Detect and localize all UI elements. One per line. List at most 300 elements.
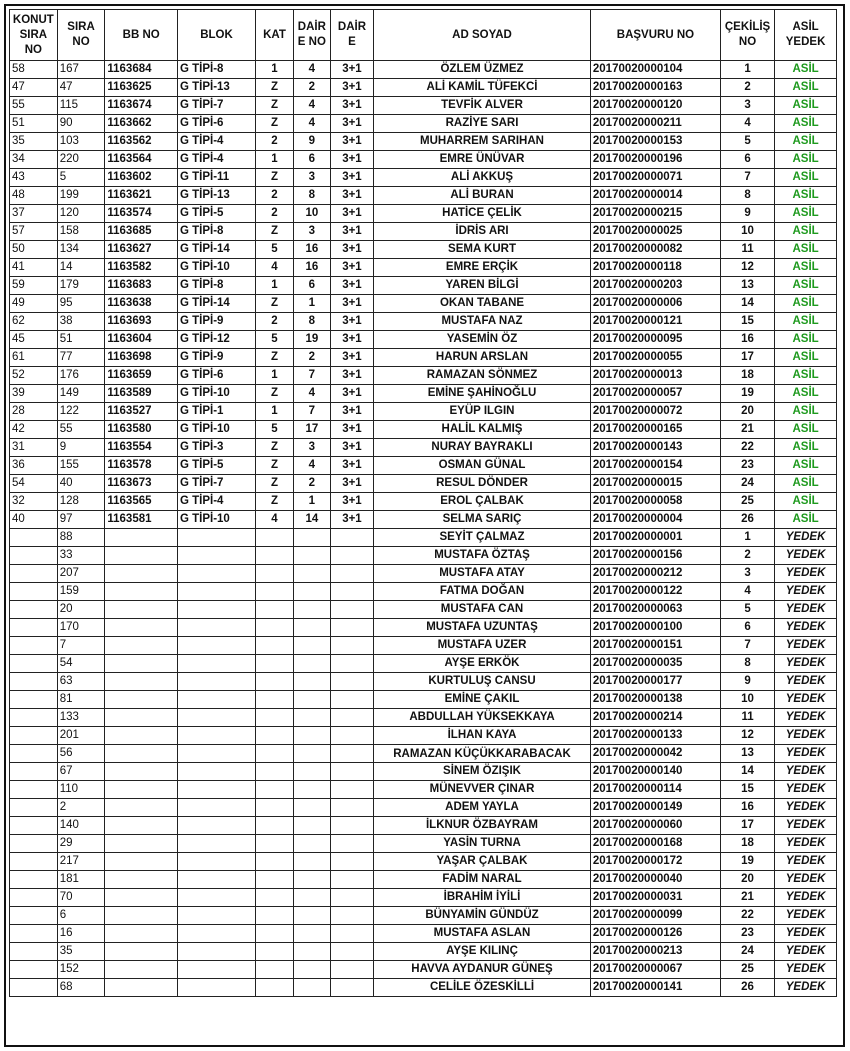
cell-daire-no: 14 xyxy=(293,511,330,529)
cell-asil-yedek: ASİL xyxy=(775,133,837,151)
cell-basvuru-no: 20170020000133 xyxy=(590,727,720,745)
cell-ad-soyad: EYÜP ILGIN xyxy=(374,403,591,421)
cell-bb-no: 1163673 xyxy=(105,475,178,493)
cell-ad-soyad: EMRE ERÇİK xyxy=(374,259,591,277)
cell-cekilis-no: 14 xyxy=(720,295,774,313)
cell-daire-no xyxy=(293,961,330,979)
cell-asil-yedek: YEDEK xyxy=(775,601,837,619)
cell-bb-no: 1163698 xyxy=(105,349,178,367)
cell-cekilis-no: 22 xyxy=(720,439,774,457)
cell-blok xyxy=(177,529,255,547)
table-row xyxy=(10,277,837,295)
cell-daire-tipi: 3+1 xyxy=(330,151,373,169)
cell-daire-tipi: 3+1 xyxy=(330,421,373,439)
cell-kat: 1 xyxy=(256,151,294,169)
cell-konut-sira-no: 43 xyxy=(10,169,58,187)
cell-cekilis-no: 7 xyxy=(720,169,774,187)
cell-daire-tipi xyxy=(330,655,373,673)
table-row xyxy=(10,655,837,673)
table-row xyxy=(10,61,837,79)
table-row xyxy=(10,889,837,907)
cell-bb-no: 1163627 xyxy=(105,241,178,259)
cell-sira-no: 158 xyxy=(57,223,105,241)
cell-ad-soyad: ALİ BURAN xyxy=(374,187,591,205)
cell-cekilis-no: 23 xyxy=(720,457,774,475)
table-row xyxy=(10,367,837,385)
cell-basvuru-no: 20170020000143 xyxy=(590,439,720,457)
cell-kat xyxy=(256,763,294,781)
cell-ad-soyad: TEVFİK ALVER xyxy=(374,97,591,115)
cell-daire-tipi: 3+1 xyxy=(330,475,373,493)
cell-basvuru-no: 20170020000057 xyxy=(590,385,720,403)
cell-bb-no xyxy=(105,637,178,655)
cell-basvuru-no: 20170020000212 xyxy=(590,565,720,583)
cell-blok xyxy=(177,547,255,565)
cell-blok: G TİPİ-5 xyxy=(177,457,255,475)
cell-ad-soyad: RAMAZAN KÜÇÜKKARABACAK xyxy=(374,745,591,763)
cell-konut-sira-no: 36 xyxy=(10,457,58,475)
cell-ad-soyad: ALİ KAMİL TÜFEKCİ xyxy=(374,79,591,97)
cell-daire-no: 8 xyxy=(293,313,330,331)
cell-ad-soyad: BÜNYAMİN GÜNDÜZ xyxy=(374,907,591,925)
cell-konut-sira-no: 52 xyxy=(10,367,58,385)
cell-konut-sira-no: 41 xyxy=(10,259,58,277)
cell-asil-yedek: YEDEK xyxy=(775,763,837,781)
cell-cekilis-no: 22 xyxy=(720,907,774,925)
cell-konut-sira-no xyxy=(10,655,58,673)
cell-ad-soyad: MÜNEVVER ÇINAR xyxy=(374,781,591,799)
cell-ad-soyad: SİNEM ÖZIŞIK xyxy=(374,763,591,781)
cell-cekilis-no: 19 xyxy=(720,853,774,871)
cell-konut-sira-no: 62 xyxy=(10,313,58,331)
cell-daire-tipi xyxy=(330,547,373,565)
cell-kat: Z xyxy=(256,349,294,367)
cell-cekilis-no: 13 xyxy=(720,745,774,763)
cell-cekilis-no: 15 xyxy=(720,781,774,799)
cell-sira-no: 207 xyxy=(57,565,105,583)
table-row xyxy=(10,619,837,637)
cell-daire-no: 2 xyxy=(293,475,330,493)
cell-ad-soyad: YAŞAR ÇALBAK xyxy=(374,853,591,871)
document-page xyxy=(4,4,845,1047)
cell-bb-no: 1163589 xyxy=(105,385,178,403)
cell-daire-no xyxy=(293,601,330,619)
table-row xyxy=(10,187,837,205)
cell-sira-no: 179 xyxy=(57,277,105,295)
cell-kat xyxy=(256,979,294,997)
cell-konut-sira-no: 47 xyxy=(10,79,58,97)
cell-daire-no: 9 xyxy=(293,133,330,151)
cell-cekilis-no: 8 xyxy=(720,655,774,673)
cell-cekilis-no: 18 xyxy=(720,835,774,853)
cell-blok: G TİPİ-7 xyxy=(177,97,255,115)
cell-bb-no xyxy=(105,763,178,781)
cell-daire-tipi: 3+1 xyxy=(330,277,373,295)
cell-ad-soyad: MUSTAFA CAN xyxy=(374,601,591,619)
cell-daire-tipi xyxy=(330,853,373,871)
cell-blok: G TİPİ-10 xyxy=(177,385,255,403)
cell-kat xyxy=(256,943,294,961)
cell-daire-tipi: 3+1 xyxy=(330,223,373,241)
cell-cekilis-no: 3 xyxy=(720,565,774,583)
cell-ad-soyad: İDRİS ARI xyxy=(374,223,591,241)
cell-daire-no xyxy=(293,907,330,925)
cell-asil-yedek: YEDEK xyxy=(775,709,837,727)
cell-blok: G TİPİ-4 xyxy=(177,493,255,511)
cell-daire-tipi: 3+1 xyxy=(330,79,373,97)
cell-konut-sira-no: 31 xyxy=(10,439,58,457)
cell-ad-soyad: EMİNE ÇAKIL xyxy=(374,691,591,709)
cell-basvuru-no: 20170020000211 xyxy=(590,115,720,133)
cell-blok: G TİPİ-3 xyxy=(177,439,255,457)
cell-daire-no xyxy=(293,547,330,565)
cell-basvuru-no: 20170020000122 xyxy=(590,583,720,601)
cell-basvuru-no: 20170020000004 xyxy=(590,511,720,529)
table-row xyxy=(10,871,837,889)
table-body xyxy=(10,61,837,997)
cell-sira-no: 2 xyxy=(57,799,105,817)
cell-daire-no xyxy=(293,943,330,961)
cell-blok: G TİPİ-8 xyxy=(177,277,255,295)
cell-bb-no xyxy=(105,691,178,709)
cell-kat: 1 xyxy=(256,367,294,385)
cell-konut-sira-no xyxy=(10,907,58,925)
table-row xyxy=(10,745,837,763)
cell-kat: Z xyxy=(256,169,294,187)
cell-asil-yedek: ASİL xyxy=(775,331,837,349)
cell-konut-sira-no xyxy=(10,835,58,853)
table-row xyxy=(10,547,837,565)
cell-basvuru-no: 20170020000149 xyxy=(590,799,720,817)
cell-konut-sira-no: 49 xyxy=(10,295,58,313)
cell-basvuru-no: 20170020000172 xyxy=(590,853,720,871)
cell-konut-sira-no xyxy=(10,529,58,547)
cell-daire-tipi xyxy=(330,907,373,925)
cell-sira-no: 176 xyxy=(57,367,105,385)
cell-daire-tipi: 3+1 xyxy=(330,331,373,349)
cell-basvuru-no: 20170020000042 xyxy=(590,745,720,763)
cell-bb-no: 1163527 xyxy=(105,403,178,421)
cell-cekilis-no: 13 xyxy=(720,277,774,295)
cell-daire-tipi xyxy=(330,763,373,781)
cell-cekilis-no: 5 xyxy=(720,133,774,151)
cell-asil-yedek: YEDEK xyxy=(775,925,837,943)
cell-blok xyxy=(177,601,255,619)
cell-blok: G TİPİ-14 xyxy=(177,295,255,313)
cell-daire-no xyxy=(293,673,330,691)
cell-konut-sira-no: 48 xyxy=(10,187,58,205)
cell-kat: 1 xyxy=(256,277,294,295)
cell-daire-tipi xyxy=(330,637,373,655)
cell-bb-no xyxy=(105,565,178,583)
cell-daire-tipi xyxy=(330,583,373,601)
table-row xyxy=(10,205,837,223)
cell-daire-no: 16 xyxy=(293,259,330,277)
cell-daire-tipi xyxy=(330,781,373,799)
cell-daire-no: 4 xyxy=(293,385,330,403)
cell-blok xyxy=(177,673,255,691)
cell-cekilis-no: 11 xyxy=(720,241,774,259)
cell-ad-soyad: İBRAHİM İYİLİ xyxy=(374,889,591,907)
cell-ad-soyad: CELİLE ÖZESKİLLİ xyxy=(374,979,591,997)
header-daire: DAİR E xyxy=(330,10,373,61)
cell-kat: 5 xyxy=(256,331,294,349)
cell-asil-yedek: ASİL xyxy=(775,277,837,295)
cell-kat xyxy=(256,583,294,601)
cell-ad-soyad: YASEMİN ÖZ xyxy=(374,331,591,349)
cell-asil-yedek: ASİL xyxy=(775,511,837,529)
cell-asil-yedek: YEDEK xyxy=(775,565,837,583)
cell-basvuru-no: 20170020000215 xyxy=(590,205,720,223)
cell-sira-no: 20 xyxy=(57,601,105,619)
cell-bb-no: 1163578 xyxy=(105,457,178,475)
cell-daire-tipi xyxy=(330,979,373,997)
cell-bb-no xyxy=(105,619,178,637)
cell-daire-tipi xyxy=(330,727,373,745)
cell-asil-yedek: YEDEK xyxy=(775,889,837,907)
cell-cekilis-no: 12 xyxy=(720,259,774,277)
cell-basvuru-no: 20170020000099 xyxy=(590,907,720,925)
cell-kat xyxy=(256,781,294,799)
cell-blok xyxy=(177,817,255,835)
cell-cekilis-no: 6 xyxy=(720,619,774,637)
cell-daire-no xyxy=(293,619,330,637)
cell-asil-yedek: ASİL xyxy=(775,151,837,169)
cell-asil-yedek: YEDEK xyxy=(775,799,837,817)
cell-blok: G TİPİ-12 xyxy=(177,331,255,349)
cell-daire-no: 3 xyxy=(293,439,330,457)
cell-sira-no: 88 xyxy=(57,529,105,547)
cell-kat: 5 xyxy=(256,241,294,259)
cell-cekilis-no: 2 xyxy=(720,79,774,97)
cell-sira-no: 103 xyxy=(57,133,105,151)
cell-cekilis-no: 16 xyxy=(720,331,774,349)
cell-sira-no: 33 xyxy=(57,547,105,565)
cell-bb-no: 1163683 xyxy=(105,277,178,295)
table-row xyxy=(10,799,837,817)
cell-daire-no: 3 xyxy=(293,169,330,187)
cell-sira-no: 51 xyxy=(57,331,105,349)
cell-kat: Z xyxy=(256,439,294,457)
cell-konut-sira-no xyxy=(10,691,58,709)
cell-asil-yedek: ASİL xyxy=(775,259,837,277)
cell-sira-no: 9 xyxy=(57,439,105,457)
cell-konut-sira-no xyxy=(10,889,58,907)
cell-asil-yedek: ASİL xyxy=(775,223,837,241)
cell-bb-no: 1163674 xyxy=(105,97,178,115)
cell-blok: G TİPİ-10 xyxy=(177,259,255,277)
cell-bb-no xyxy=(105,655,178,673)
cell-daire-tipi: 3+1 xyxy=(330,61,373,79)
table-row xyxy=(10,259,837,277)
cell-daire-no xyxy=(293,799,330,817)
cell-daire-tipi xyxy=(330,691,373,709)
cell-sira-no: 155 xyxy=(57,457,105,475)
cell-kat: Z xyxy=(256,223,294,241)
cell-cekilis-no: 4 xyxy=(720,115,774,133)
cell-kat xyxy=(256,907,294,925)
cell-ad-soyad: SEYİT ÇALMAZ xyxy=(374,529,591,547)
cell-sira-no: 149 xyxy=(57,385,105,403)
cell-daire-no xyxy=(293,979,330,997)
cell-asil-yedek: YEDEK xyxy=(775,961,837,979)
cell-bb-no xyxy=(105,547,178,565)
cell-daire-tipi xyxy=(330,619,373,637)
cell-kat: 2 xyxy=(256,313,294,331)
cell-asil-yedek: YEDEK xyxy=(775,637,837,655)
cell-asil-yedek: YEDEK xyxy=(775,619,837,637)
cell-cekilis-no: 7 xyxy=(720,637,774,655)
cell-konut-sira-no xyxy=(10,817,58,835)
cell-konut-sira-no: 32 xyxy=(10,493,58,511)
cell-basvuru-no: 20170020000140 xyxy=(590,763,720,781)
cell-kat: Z xyxy=(256,493,294,511)
cell-daire-no: 1 xyxy=(293,295,330,313)
cell-cekilis-no: 21 xyxy=(720,421,774,439)
cell-kat xyxy=(256,565,294,583)
cell-kat xyxy=(256,799,294,817)
cell-asil-yedek: YEDEK xyxy=(775,907,837,925)
table-row xyxy=(10,385,837,403)
table-row xyxy=(10,727,837,745)
cell-blok xyxy=(177,727,255,745)
cell-asil-yedek: YEDEK xyxy=(775,583,837,601)
cell-bb-no xyxy=(105,529,178,547)
cell-daire-no xyxy=(293,655,330,673)
cell-ad-soyad: ADEM YAYLA xyxy=(374,799,591,817)
table-row xyxy=(10,709,837,727)
table-row xyxy=(10,673,837,691)
cell-daire-no: 4 xyxy=(293,115,330,133)
cell-ad-soyad: MUHARREM SARIHAN xyxy=(374,133,591,151)
cell-bb-no xyxy=(105,925,178,943)
cell-konut-sira-no: 58 xyxy=(10,61,58,79)
cell-bb-no xyxy=(105,799,178,817)
cell-asil-yedek: YEDEK xyxy=(775,979,837,997)
cell-kat xyxy=(256,853,294,871)
cell-bb-no: 1163581 xyxy=(105,511,178,529)
table-row xyxy=(10,529,837,547)
cell-daire-no: 6 xyxy=(293,151,330,169)
cell-blok xyxy=(177,889,255,907)
cell-bb-no: 1163564 xyxy=(105,151,178,169)
cell-sira-no: 90 xyxy=(57,115,105,133)
cell-basvuru-no: 20170020000120 xyxy=(590,97,720,115)
table-row xyxy=(10,115,837,133)
cell-cekilis-no: 21 xyxy=(720,889,774,907)
cell-cekilis-no: 2 xyxy=(720,547,774,565)
table-row xyxy=(10,439,837,457)
cell-asil-yedek: YEDEK xyxy=(775,853,837,871)
cell-basvuru-no: 20170020000118 xyxy=(590,259,720,277)
cell-asil-yedek: ASİL xyxy=(775,313,837,331)
cell-blok: G TİPİ-10 xyxy=(177,511,255,529)
cell-kat: 1 xyxy=(256,403,294,421)
cell-konut-sira-no: 45 xyxy=(10,331,58,349)
cell-daire-tipi xyxy=(330,673,373,691)
cell-ad-soyad: HALİL KALMIŞ xyxy=(374,421,591,439)
cell-blok xyxy=(177,565,255,583)
cell-ad-soyad: ALİ AKKUŞ xyxy=(374,169,591,187)
cell-konut-sira-no: 28 xyxy=(10,403,58,421)
cell-daire-tipi xyxy=(330,925,373,943)
cell-asil-yedek: ASİL xyxy=(775,205,837,223)
cell-sira-no: 6 xyxy=(57,907,105,925)
cell-sira-no: 68 xyxy=(57,979,105,997)
cell-ad-soyad: OKAN TABANE xyxy=(374,295,591,313)
cell-blok xyxy=(177,907,255,925)
table-row xyxy=(10,637,837,655)
header-asil-yedek: ASİL YEDEK xyxy=(775,10,837,61)
cell-basvuru-no: 20170020000121 xyxy=(590,313,720,331)
cell-basvuru-no: 20170020000214 xyxy=(590,709,720,727)
cell-daire-tipi: 3+1 xyxy=(330,511,373,529)
header-sira-no: SIRA NO xyxy=(57,10,105,61)
cell-asil-yedek: ASİL xyxy=(775,241,837,259)
cell-daire-tipi: 3+1 xyxy=(330,385,373,403)
cell-sira-no: 159 xyxy=(57,583,105,601)
cell-ad-soyad: RAMAZAN SÖNMEZ xyxy=(374,367,591,385)
cell-sira-no: 134 xyxy=(57,241,105,259)
cell-basvuru-no: 20170020000015 xyxy=(590,475,720,493)
cell-bb-no xyxy=(105,961,178,979)
cell-blok: G TİPİ-4 xyxy=(177,151,255,169)
cell-cekilis-no: 1 xyxy=(720,529,774,547)
cell-bb-no: 1163602 xyxy=(105,169,178,187)
cell-blok xyxy=(177,853,255,871)
cell-daire-tipi xyxy=(330,565,373,583)
cell-kat: Z xyxy=(256,115,294,133)
cell-kat xyxy=(256,529,294,547)
cell-basvuru-no: 20170020000104 xyxy=(590,61,720,79)
cell-ad-soyad: EMİNE ŞAHİNOĞLU xyxy=(374,385,591,403)
cell-ad-soyad: RAZİYE SARI xyxy=(374,115,591,133)
cell-ad-soyad: FADİM NARAL xyxy=(374,871,591,889)
cell-bb-no xyxy=(105,673,178,691)
cell-daire-tipi: 3+1 xyxy=(330,349,373,367)
cell-cekilis-no: 4 xyxy=(720,583,774,601)
cell-bb-no xyxy=(105,601,178,619)
cell-daire-no xyxy=(293,853,330,871)
cell-daire-tipi xyxy=(330,817,373,835)
cell-daire-tipi: 3+1 xyxy=(330,241,373,259)
cell-ad-soyad: FATMA DOĞAN xyxy=(374,583,591,601)
cell-kat xyxy=(256,871,294,889)
cell-konut-sira-no xyxy=(10,547,58,565)
cell-daire-tipi xyxy=(330,601,373,619)
cell-daire-no xyxy=(293,763,330,781)
cell-sira-no: 170 xyxy=(57,619,105,637)
cell-bb-no: 1163662 xyxy=(105,115,178,133)
cell-cekilis-no: 25 xyxy=(720,493,774,511)
cell-basvuru-no: 20170020000163 xyxy=(590,79,720,97)
cell-sira-no: 54 xyxy=(57,655,105,673)
cell-daire-tipi: 3+1 xyxy=(330,367,373,385)
cell-cekilis-no: 26 xyxy=(720,511,774,529)
cell-ad-soyad: RESUL DÖNDER xyxy=(374,475,591,493)
cell-daire-no: 17 xyxy=(293,421,330,439)
cell-asil-yedek: YEDEK xyxy=(775,871,837,889)
cell-basvuru-no: 20170020000095 xyxy=(590,331,720,349)
cell-asil-yedek: ASİL xyxy=(775,61,837,79)
cell-konut-sira-no: 50 xyxy=(10,241,58,259)
cell-konut-sira-no xyxy=(10,745,58,763)
cell-ad-soyad: EMRE ÜNÜVAR xyxy=(374,151,591,169)
cell-kat xyxy=(256,961,294,979)
cell-cekilis-no: 9 xyxy=(720,673,774,691)
cell-kat xyxy=(256,691,294,709)
cell-sira-no: 29 xyxy=(57,835,105,853)
